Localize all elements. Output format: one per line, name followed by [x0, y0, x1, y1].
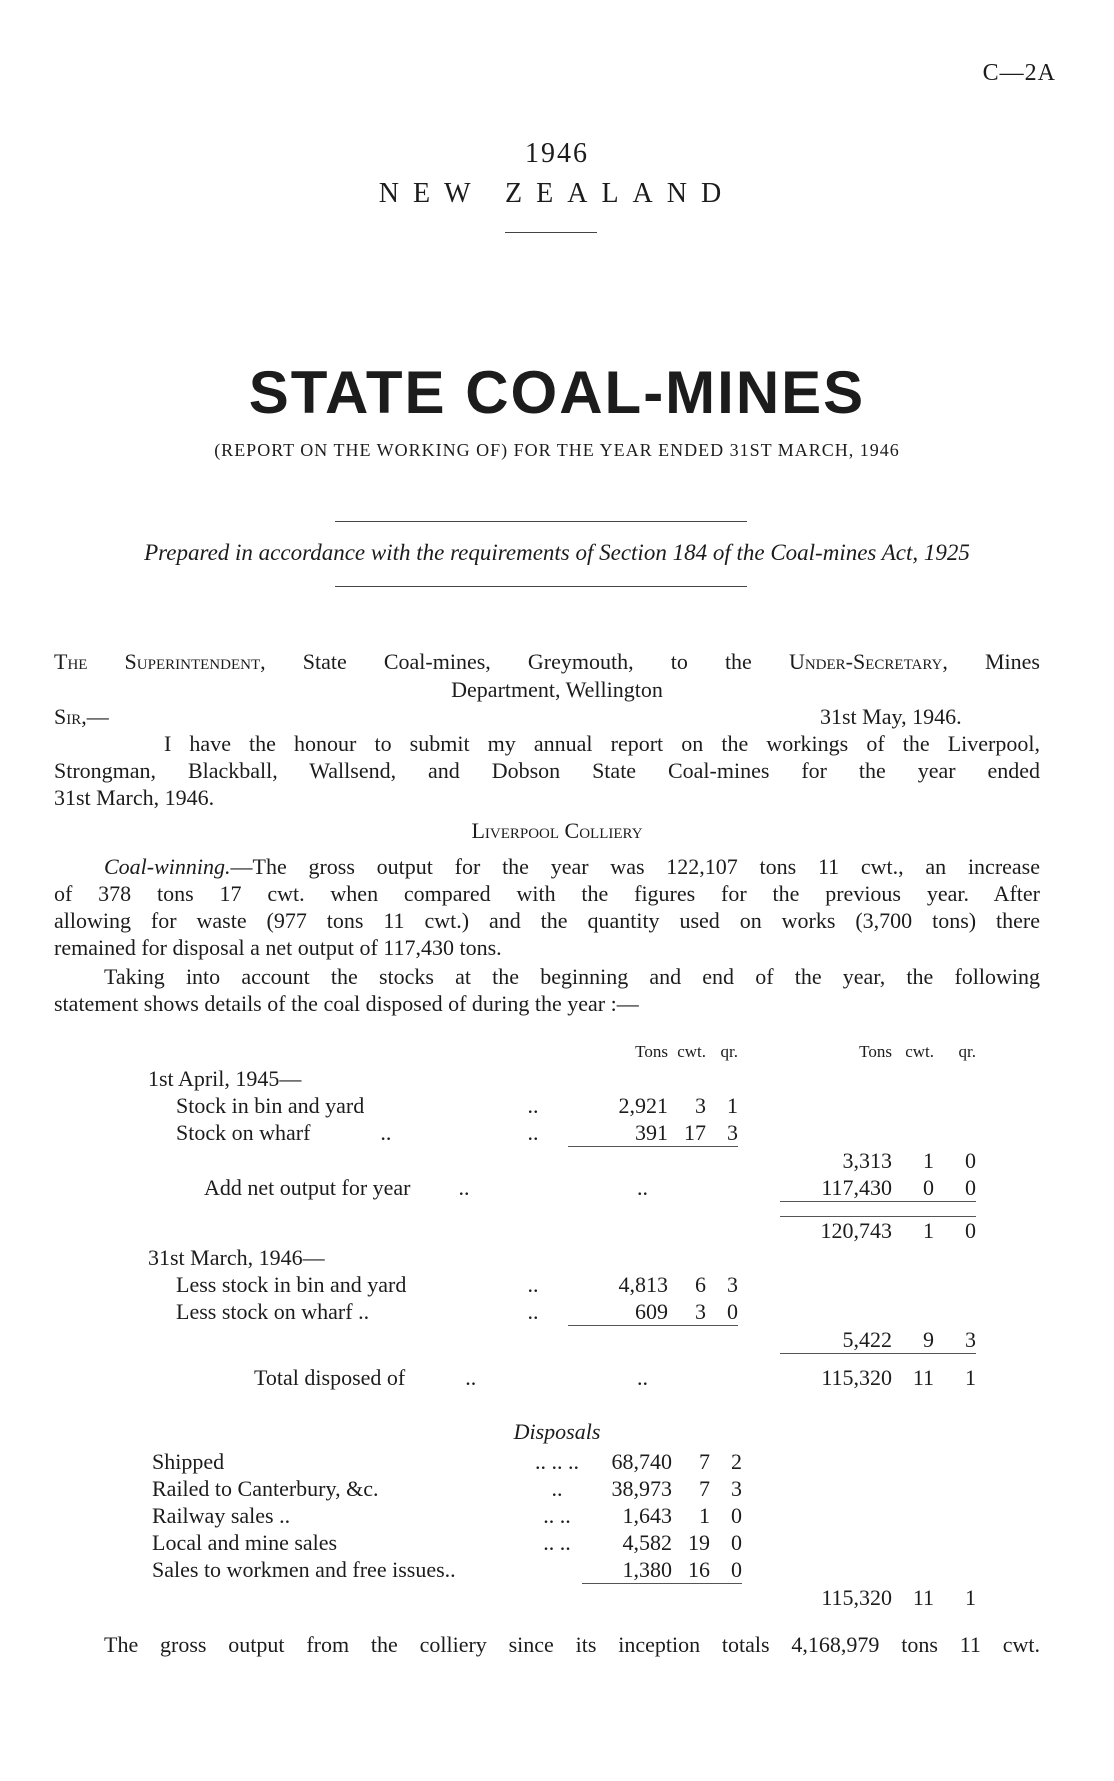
tons-value: 3,313	[842, 1147, 892, 1173]
leader-dots: ..	[637, 1364, 648, 1390]
letter-addressee-line-2: Department, Wellington	[451, 677, 663, 702]
cwt-value: 3	[695, 1299, 706, 1324]
table-row	[148, 1065, 976, 1092]
row-label: Local and mine sales	[152, 1530, 338, 1555]
qr-value: 3	[727, 1120, 738, 1145]
qr-value: 0	[965, 1147, 976, 1173]
footer-text: The gross output from the colliery since its inception totals 4,168,979 tons 11 cwt.	[104, 1632, 1040, 1657]
leader-dots: ..	[527, 1093, 539, 1118]
table-row	[148, 1298, 976, 1326]
cwt-value: 7	[699, 1476, 710, 1501]
table-row	[148, 1244, 976, 1271]
tons-value: 68,740	[611, 1449, 672, 1474]
coal-winning-line-4: remained for disposal a net output of 117,430 tons.	[54, 935, 502, 960]
disposals-heading: Disposals	[513, 1419, 601, 1444]
from-rest: State Coal-mines, Greymouth, to the	[265, 649, 789, 674]
cwt-value: 11	[912, 1584, 934, 1610]
intro-line-2: Strongman, Blackball, Wallsend, and Dobson State Coal-mines for the year ended	[54, 758, 1040, 783]
qr-value: 1	[965, 1364, 976, 1390]
tons-value: 2,921	[618, 1093, 668, 1118]
col-header-cwt: cwt.	[677, 1042, 706, 1061]
table-row	[148, 1119, 976, 1147]
leader-dots: ..	[527, 1299, 539, 1325]
cwt-value: 0	[892, 1174, 934, 1202]
row-label: Less stock on wharf ..	[176, 1299, 370, 1325]
section-heading-liverpool: Liverpool Colliery	[471, 818, 643, 843]
intro-line-3: 31st March, 1946.	[54, 785, 215, 810]
cwt-value: 16	[688, 1557, 710, 1582]
spacer-row	[148, 1353, 976, 1364]
table-row	[152, 1502, 976, 1529]
table-row	[148, 1174, 976, 1202]
short-divider	[505, 232, 597, 233]
stocks-line-1: Taking into account the stocks at the beginning and end of the year, the following	[104, 964, 1040, 989]
qr-value: 0	[934, 1217, 976, 1245]
leader-dots	[532, 1556, 582, 1584]
tons-value: 609	[635, 1299, 668, 1324]
row-label: Sales to workmen and free issues..	[152, 1557, 456, 1583]
row-label: Add net output for year ..	[204, 1175, 470, 1201]
leader-dots: .. ..	[543, 1530, 571, 1555]
qr-value: 0	[731, 1557, 742, 1582]
stock-statement-table	[148, 1038, 976, 1391]
row-label: Shipped	[152, 1449, 225, 1474]
table-row	[148, 1364, 976, 1391]
row-label: Railed to Canterbury, &c.	[152, 1476, 379, 1501]
leader-dots: ..	[637, 1175, 648, 1201]
tons-value: 38,973	[611, 1476, 672, 1501]
qr-value: 1	[965, 1584, 976, 1610]
coal-winning-line-1	[104, 853, 1040, 880]
cwt-value: 7	[699, 1449, 710, 1474]
divider-top	[335, 521, 747, 522]
qr-value: 3	[934, 1326, 976, 1354]
cwt-value: 6	[695, 1272, 706, 1297]
tons-value: 117,430	[780, 1174, 892, 1202]
table-row	[148, 1271, 976, 1298]
cwt-value: 3	[695, 1093, 706, 1118]
tons-value: 115,320	[821, 1364, 892, 1390]
stocks-line-2: statement shows details of the coal disposed of during the year :—	[54, 991, 639, 1016]
col-header-tons: Tons	[635, 1042, 668, 1061]
closing-label: 31st March, 1946—	[148, 1245, 325, 1270]
table-row	[152, 1584, 976, 1612]
qr-value: 0	[731, 1503, 742, 1528]
letter-addressee-line	[54, 648, 1040, 675]
table-row	[152, 1448, 976, 1475]
tons-value: 115,320	[821, 1584, 892, 1610]
cwt-value: 17	[684, 1120, 706, 1145]
row-label: Stock in bin and yard	[176, 1093, 365, 1118]
table-row	[148, 1147, 976, 1175]
row-label: Stock on wharf ..	[176, 1120, 392, 1146]
cwt-value: 1	[699, 1503, 710, 1528]
table-row	[152, 1529, 976, 1556]
qr-value: 3	[727, 1272, 738, 1297]
tons-value: 120,743	[780, 1217, 892, 1245]
from-title: The Superintendent,	[54, 649, 266, 674]
cwt-value: 1	[892, 1217, 934, 1245]
table-row	[152, 1556, 976, 1584]
spacer-row	[148, 1202, 976, 1217]
col-header-qr: qr.	[720, 1042, 738, 1061]
col-header-cwt-total: cwt.	[905, 1042, 934, 1061]
cwt-value: 19	[688, 1530, 710, 1555]
coal-winning-label: Coal-winning.	[104, 854, 231, 879]
tons-value: 4,582	[622, 1530, 672, 1555]
table-row	[148, 1217, 976, 1245]
page-title: STATE COAL-MINES	[248, 359, 866, 426]
tons-value: 1,643	[622, 1503, 672, 1528]
disposals-table	[152, 1448, 976, 1611]
row-label: Total disposed of ..	[254, 1364, 477, 1390]
qr-value: 1	[727, 1093, 738, 1118]
table-header-row	[148, 1038, 976, 1065]
col-header-tons-total: Tons	[859, 1042, 892, 1061]
qr-value: 0	[934, 1174, 976, 1202]
cwt-value: 1	[923, 1147, 934, 1173]
table-row	[152, 1475, 976, 1502]
opening-label: 1st April, 1945—	[148, 1066, 302, 1091]
table-row	[148, 1326, 976, 1354]
letter-date: 31st May, 1946.	[820, 704, 962, 729]
qr-value: 0	[731, 1530, 742, 1555]
coal-winning-line-3: allowing for waste (977 tons 11 cwt.) and the quantity used on works (3,700 tons) there	[54, 908, 1040, 933]
leader-dots: ..	[527, 1120, 539, 1146]
document-year: 1946	[525, 138, 589, 169]
salutation: Sir,—	[54, 704, 109, 729]
page-subtitle: (REPORT ON THE WORKING OF) FOR THE YEAR ENDED 31ST MARCH, 1946	[214, 440, 900, 460]
col-header-qr-total: qr.	[958, 1042, 976, 1061]
qr-value: 2	[731, 1449, 742, 1474]
qr-value: 3	[731, 1476, 742, 1501]
country-heading: NEW ZEALAND	[378, 178, 736, 209]
divider-bottom	[335, 586, 747, 587]
tons-value: 391	[635, 1120, 668, 1145]
qr-value: 0	[727, 1299, 738, 1324]
coal-winning-line-2: of 378 tons 17 cwt. when compared with the figures for the previous year. After	[54, 881, 1040, 906]
tons-value: 1,380	[622, 1557, 672, 1582]
document-reference: C—2A	[982, 60, 1056, 86]
to-title: Under-Secretary,	[788, 649, 948, 674]
intro-line-1: I have the honour to submit my annual report on the workings of the Liverpool,	[164, 731, 1040, 756]
table-row	[148, 1092, 976, 1119]
row-label: Railway sales ..	[152, 1503, 291, 1528]
coal-winning-text: —The gross output for the year was 122,107 tons 11 cwt., an increase	[230, 854, 1040, 879]
leader-dots: ..	[551, 1476, 563, 1501]
tons-value: 5,422	[780, 1326, 892, 1354]
cwt-value: 11	[912, 1364, 934, 1390]
row-label: Less stock in bin and yard	[176, 1272, 407, 1297]
cwt-value: 9	[892, 1326, 934, 1354]
to-rest: Mines	[947, 649, 1040, 674]
leader-dots: ..	[527, 1272, 539, 1297]
leader-dots: .. .. ..	[535, 1449, 579, 1474]
prepared-statement: Prepared in accordance with the requirements of Section 184 of the Coal-mines Act, 1925	[144, 540, 970, 565]
leader-dots: .. ..	[543, 1503, 571, 1528]
tons-value: 4,813	[618, 1272, 668, 1297]
